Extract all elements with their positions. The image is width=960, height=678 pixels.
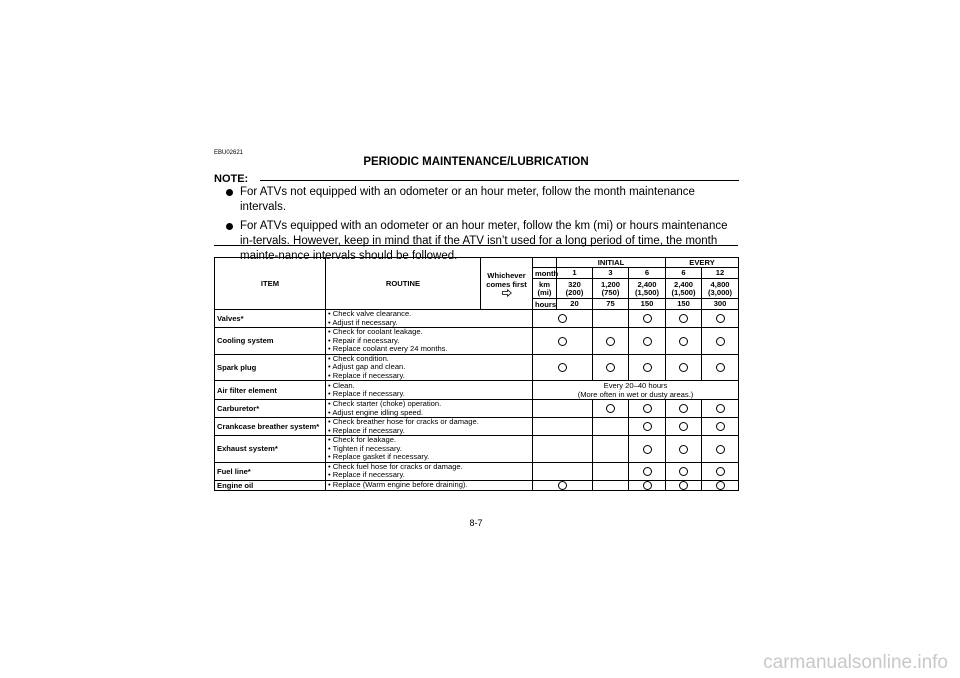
interval-cell <box>702 480 739 491</box>
circle-mark-icon <box>643 467 652 476</box>
circle-mark-icon <box>716 445 725 454</box>
interval-cell <box>702 436 739 463</box>
circle-mark-icon <box>558 481 567 490</box>
interval-cell <box>593 462 629 480</box>
interval-cell <box>533 462 593 480</box>
circle-mark-icon <box>643 314 652 323</box>
circle-mark-icon <box>643 337 652 346</box>
routine-line: • Check breather hose for cracks or damage. <box>328 417 479 426</box>
circle-mark-icon <box>643 404 652 413</box>
interval-note-line: (More often in wet or dusty areas.) <box>577 390 694 399</box>
routine-line: • Replace if necessary. <box>328 470 405 479</box>
circle-mark-icon <box>643 481 652 490</box>
interval-cell <box>593 400 629 418</box>
header-item: ITEM <box>215 258 326 310</box>
routine-line: • Check fuel hose for cracks or damage. <box>328 461 463 471</box>
document-code: EBU02621 <box>214 150 244 156</box>
interval-cell <box>629 418 666 436</box>
interval-cell <box>629 354 666 381</box>
hours-value: 150 <box>629 299 666 310</box>
interval-cell <box>666 310 702 328</box>
circle-mark-icon <box>643 445 652 454</box>
table-row <box>215 436 739 463</box>
circle-mark-icon <box>716 314 725 323</box>
km-value: 320 (200) <box>557 279 593 299</box>
interval-cell <box>702 328 739 355</box>
row-item: Air filter element <box>215 381 326 400</box>
circle-mark-icon <box>716 363 725 372</box>
circle-mark-icon <box>606 404 615 413</box>
interval-cell <box>666 400 702 418</box>
interval-cell <box>629 462 666 480</box>
row-routine <box>326 310 533 328</box>
interval-cell <box>666 480 702 491</box>
interval-cell <box>593 418 629 436</box>
interval-cell <box>533 480 593 491</box>
circle-mark-icon <box>716 481 725 490</box>
bullet-icon <box>226 189 233 196</box>
header-routine: ROUTINE <box>326 258 481 310</box>
circle-mark-icon <box>679 404 688 413</box>
row-item: Fuel line* <box>215 462 326 480</box>
circle-mark-icon <box>679 314 688 323</box>
note-label: NOTE: <box>214 173 249 185</box>
header-whichever <box>481 258 533 310</box>
label-month: month <box>533 268 557 279</box>
row-routine <box>326 480 533 491</box>
routine-line: • Adjust gap and clean. <box>328 362 406 371</box>
row-routine <box>326 400 533 418</box>
routine-line: • Check for leakage. <box>328 435 397 444</box>
km-value: 4,800 (3,000) <box>702 279 739 299</box>
interval-cell <box>629 328 666 355</box>
interval-cell <box>533 418 593 436</box>
hours-value: 75 <box>593 299 629 310</box>
table-row <box>215 354 739 381</box>
interval-cell <box>593 328 629 355</box>
circle-mark-icon <box>679 363 688 372</box>
interval-cell <box>593 354 629 381</box>
note-list <box>214 185 738 268</box>
circle-mark-icon <box>679 422 688 431</box>
interval-cell <box>533 310 593 328</box>
label-km: km (mi) <box>533 279 557 299</box>
interval-cell <box>702 400 739 418</box>
routine-line: • Check valve clearance. <box>328 309 412 318</box>
circle-mark-icon <box>606 337 615 346</box>
km-value: 2,400 (1,500) <box>629 279 666 299</box>
row-item: Exhaust system* <box>215 436 326 463</box>
row-item: Crankcase breather system* <box>215 418 326 436</box>
header-initial: INITIAL <box>557 258 666 268</box>
interval-cell <box>533 436 593 463</box>
watermark-text: carmanualsonline.info <box>763 652 948 673</box>
interval-cell <box>666 436 702 463</box>
interval-cell <box>702 418 739 436</box>
whichever-text: Whichever comes first <box>486 270 527 289</box>
header-blank <box>533 258 557 268</box>
routine-line: • Tighten if necessary. <box>328 443 402 453</box>
interval-note-line: Every 20–40 hours <box>603 381 668 390</box>
km-value: 1,200 (750) <box>593 279 629 299</box>
interval-cell <box>702 354 739 381</box>
table-row <box>215 328 739 355</box>
routine-line: • Replace gasket if necessary. <box>328 452 430 461</box>
note-text: For ATVs equipped with an odometer or an hour meter, follow the km (mi) or hours maintenance in-tervals. However, keep in mind that if the ATV isn’t used for a long period of time, the month mainte-nance intervals should be followed. <box>240 220 728 262</box>
routine-line: • Replace coolant every 24 months. <box>328 344 448 353</box>
row-routine <box>326 354 533 381</box>
routine-line: • Replace if necessary. <box>328 425 405 435</box>
circle-mark-icon <box>679 467 688 476</box>
row-routine <box>326 418 533 436</box>
row-routine <box>326 436 533 463</box>
table-row <box>215 310 739 328</box>
circle-mark-icon <box>679 445 688 454</box>
routine-line: • Check starter (choke) operation. <box>328 399 442 408</box>
km-value: 2,400 (1,500) <box>666 279 702 299</box>
interval-cell <box>702 310 739 328</box>
row-item: Spark plug <box>215 354 326 381</box>
row-item: Valves* <box>215 310 326 328</box>
circle-mark-icon <box>716 404 725 413</box>
table-row <box>215 418 739 436</box>
page-number: 8-7 <box>469 518 483 528</box>
circle-mark-icon <box>716 422 725 431</box>
circle-mark-icon <box>558 314 567 323</box>
circle-mark-icon <box>558 363 567 372</box>
interval-cell <box>629 480 666 491</box>
row-item: Engine oil <box>215 480 326 491</box>
month-value: 12 <box>702 268 739 279</box>
table-row <box>215 480 739 491</box>
interval-cell <box>629 310 666 328</box>
row-item: Cooling system <box>215 328 326 355</box>
circle-mark-icon <box>679 337 688 346</box>
row-item: Carburetor* <box>215 400 326 418</box>
note-text: For ATVs not equipped with an odometer or an hour meter, follow the month maintenance intervals. <box>240 186 695 213</box>
interval-cell <box>629 436 666 463</box>
row-routine <box>326 328 533 355</box>
header-every: EVERY <box>666 258 739 268</box>
interval-cell <box>666 328 702 355</box>
routine-line: • Check for coolant leakage. <box>328 327 423 336</box>
routine-line: • Check condition. <box>328 353 389 363</box>
interval-cell <box>702 462 739 480</box>
table-row <box>215 400 739 418</box>
hours-value: 20 <box>557 299 593 310</box>
interval-cell <box>593 480 629 491</box>
month-value: 6 <box>629 268 666 279</box>
circle-mark-icon <box>643 422 652 431</box>
circle-mark-icon <box>716 337 725 346</box>
routine-line: • Clean. <box>328 380 355 390</box>
interval-cell <box>533 400 593 418</box>
table-row <box>215 462 739 480</box>
interval-cell <box>666 462 702 480</box>
maintenance-table <box>214 257 739 491</box>
interval-cell <box>593 310 629 328</box>
routine-line: • Repair if necessary. <box>328 335 400 345</box>
routine-line: • Adjust if necessary. <box>328 317 398 327</box>
note-item <box>226 185 738 215</box>
interval-cell <box>533 328 593 355</box>
hours-value: 300 <box>702 299 739 310</box>
bullet-icon <box>226 223 233 230</box>
note-end-divider <box>214 245 738 246</box>
interval-cell <box>666 418 702 436</box>
month-value: 3 <box>593 268 629 279</box>
month-value: 1 <box>557 268 593 279</box>
interval-cell <box>593 436 629 463</box>
circle-mark-icon <box>716 467 725 476</box>
circle-mark-icon <box>558 337 567 346</box>
interval-note <box>533 381 739 400</box>
circle-mark-icon <box>643 363 652 372</box>
interval-cell <box>629 400 666 418</box>
page-title: PERIODIC MAINTENANCE/LUBRICATION <box>363 156 589 168</box>
month-value: 6 <box>666 268 702 279</box>
note-divider <box>260 180 739 181</box>
circle-mark-icon <box>679 481 688 490</box>
row-routine <box>326 381 533 400</box>
hours-value: 150 <box>666 299 702 310</box>
routine-line: • Replace if necessary. <box>328 389 405 398</box>
label-hours: hours <box>533 299 557 310</box>
arrow-right-icon <box>502 289 512 297</box>
table-row <box>215 381 739 400</box>
interval-cell <box>666 354 702 381</box>
row-routine <box>326 462 533 480</box>
routine-line: • Replace if necessary. <box>328 370 405 380</box>
routine-line: • Adjust engine idling speed. <box>328 407 424 417</box>
circle-mark-icon <box>606 363 615 372</box>
interval-cell <box>533 354 593 381</box>
routine-line: • Replace (Warm engine before draining). <box>328 480 468 489</box>
